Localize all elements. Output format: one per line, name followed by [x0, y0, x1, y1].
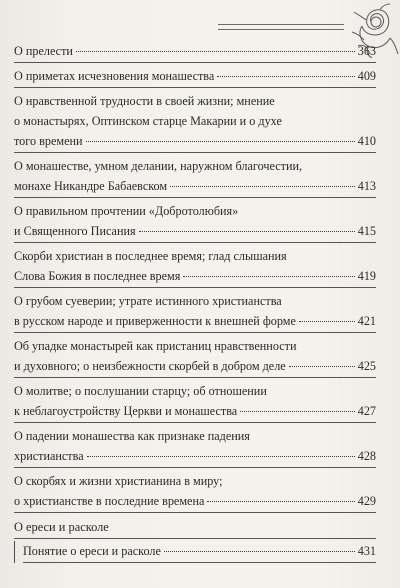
- page-number: 410: [357, 134, 376, 148]
- toc-entry-text: о христианстве в последние времена: [14, 494, 205, 508]
- section-heading[interactable]: О ереси и расколе: [14, 520, 109, 534]
- dot-leader: [139, 221, 355, 232]
- entry-rule: [14, 242, 376, 243]
- toc-entry[interactable]: [14, 426, 376, 468]
- dot-leader: [183, 266, 354, 277]
- toc-entry-text: и Священного Писания: [14, 224, 136, 238]
- toc-entry-text: О скорбях и жизни христианина в миру;: [14, 474, 223, 488]
- toc-entry[interactable]: [14, 201, 376, 243]
- toc-entry[interactable]: [14, 541, 376, 563]
- toc-entry-line: [14, 246, 376, 266]
- page-number: 421: [357, 314, 376, 328]
- dot-leader: [76, 41, 355, 52]
- toc-entry-text: того времени: [14, 134, 83, 148]
- table-of-contents: [14, 41, 376, 566]
- section-rule: [14, 538, 376, 539]
- toc-entry-line: [14, 221, 376, 241]
- toc-entry-text: О падении монашества как признаке падения: [14, 429, 250, 443]
- entry-rule: [14, 512, 376, 513]
- toc-entry-line: [14, 401, 376, 421]
- toc-entry-text: О прелести: [14, 44, 73, 58]
- page-number: 415: [357, 224, 376, 238]
- toc-entry-line: [14, 91, 376, 111]
- toc-entry[interactable]: [14, 471, 376, 513]
- dot-leader: [170, 176, 355, 187]
- entry-rule: [14, 332, 376, 333]
- page-number: 431: [357, 544, 376, 558]
- toc-entry[interactable]: [14, 156, 376, 198]
- dot-leader: [240, 401, 355, 412]
- toc-entry[interactable]: [14, 41, 376, 63]
- toc-entry-text: О молитве; о послушании старцу; об отношении: [14, 384, 267, 398]
- toc-entry-line: [14, 356, 376, 376]
- entry-rule: [14, 287, 376, 288]
- toc-entry-line: [14, 111, 376, 131]
- toc-entry-line: [14, 291, 376, 311]
- toc-entry-text: Слова Божия в последнее время: [14, 269, 181, 283]
- toc-entry-text: О приметах исчезновения монашества: [14, 69, 215, 83]
- dot-leader: [217, 66, 354, 77]
- page-number: 429: [357, 494, 376, 508]
- entry-rule: [23, 562, 376, 563]
- toc-entry-line: [14, 131, 376, 151]
- toc-entry-line: [14, 311, 376, 331]
- toc-entry-text: к неблагоустройству Церкви и монашества: [14, 404, 238, 418]
- toc-entry-text: О нравственной трудности в своей жизни; мнение: [14, 94, 275, 108]
- toc-entry[interactable]: [14, 336, 376, 378]
- header-double-rule: [218, 24, 344, 30]
- page-number: 419: [357, 269, 376, 283]
- entry-rule: [14, 87, 376, 88]
- toc-entry[interactable]: [14, 291, 376, 333]
- toc-entry-line: [14, 201, 376, 221]
- toc-entry-text: Понятие о ереси и расколе: [23, 544, 161, 558]
- entry-rule: [14, 377, 376, 378]
- page-number: 363: [357, 44, 376, 58]
- toc-entry-line: [14, 491, 376, 511]
- dot-leader: [164, 541, 355, 552]
- dot-leader: [299, 311, 355, 322]
- toc-entry-text: Об упадке монастырей как пристаниц нравственности: [14, 339, 297, 353]
- toc-entry-text: Скорби христиан в последнее время; глад слышания: [14, 249, 287, 263]
- toc-entry-text: монахе Никандре Бабаевском: [14, 179, 168, 193]
- entry-rule: [14, 422, 376, 423]
- toc-entry-text: о монастырях, Оптинском старце Макарии и о духе: [14, 114, 282, 128]
- toc-entry-text: христианства: [14, 449, 84, 463]
- toc-entry-line: [14, 176, 376, 196]
- toc-entry-line: [14, 381, 376, 401]
- page-number: 428: [357, 449, 376, 463]
- toc-entry-line: [14, 266, 376, 286]
- toc-entry-text: и духовного; о неизбежности скорбей в добром деле: [14, 359, 286, 373]
- page-number: 409: [357, 69, 376, 83]
- toc-entry-line: [14, 41, 376, 61]
- toc-entry[interactable]: [14, 91, 376, 153]
- page-number: 427: [357, 404, 376, 418]
- entry-rule: [14, 152, 376, 153]
- dot-leader: [86, 131, 355, 142]
- toc-entry-text: О правильном прочтении «Добротолюбия»: [14, 204, 239, 218]
- toc-entry[interactable]: [14, 66, 376, 88]
- toc-entry-line: [14, 156, 376, 176]
- dot-leader: [289, 356, 355, 367]
- toc-entry-text: О монашестве, умном делании, наружном благочестии,: [14, 159, 303, 173]
- dot-leader: [207, 491, 354, 502]
- entry-rule: [14, 62, 376, 63]
- toc-entry-text: О грубом суеверии; утрате истинного христианства: [14, 294, 282, 308]
- page-number: 413: [357, 179, 376, 193]
- toc-entry-line: [14, 471, 376, 491]
- toc-entry-text: в русском народе и приверженности к внешней форме: [14, 314, 296, 328]
- entry-rule: [14, 197, 376, 198]
- toc-entry-line: [14, 66, 376, 86]
- toc-entry-line: [14, 446, 376, 466]
- toc-entry[interactable]: [14, 246, 376, 288]
- toc-entry[interactable]: [14, 381, 376, 423]
- toc-entry-line: [14, 426, 376, 446]
- page-number: 425: [357, 359, 376, 373]
- entry-rule: [14, 467, 376, 468]
- toc-entry-line: [23, 541, 376, 561]
- toc-entry-line: [14, 336, 376, 356]
- dot-leader: [87, 446, 355, 457]
